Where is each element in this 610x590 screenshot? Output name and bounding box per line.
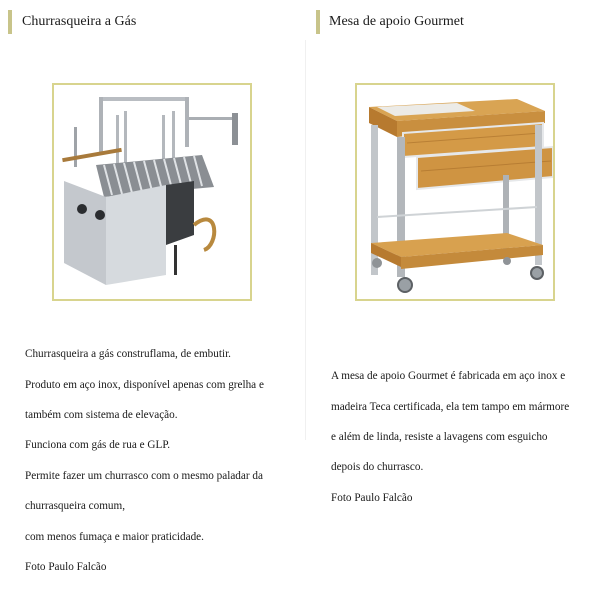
grill-desc-line: churrasqueira comum,: [25, 500, 126, 513]
cart-desc-line: A mesa de apoio Gourmet é fabricada em aço inox e: [331, 370, 566, 383]
cart-title: Mesa de apoio Gourmet: [329, 14, 464, 29]
heading-accent-bar: [8, 10, 12, 34]
serving-cart-photo: [357, 85, 553, 299]
cart-desc-line: madeira Teca certificada, ela tem tampo em mármore: [331, 400, 570, 413]
grill-photo-frame: [52, 83, 252, 301]
grill-description: [25, 332, 305, 590]
heading-accent-bar: [316, 10, 320, 34]
grill-title: Churrasqueira a Gás: [22, 14, 137, 29]
grill-desc-line: com menos fumaça e maior praticidade.: [25, 530, 204, 543]
grill-desc-line: também com sistema de elevação.: [25, 409, 178, 422]
grill-desc-line: Funciona com gás de rua e GLP.: [25, 439, 171, 452]
cart-section: [305, 0, 610, 504]
cart-photo-frame: [355, 83, 555, 301]
grill-desc-line: Produto em aço inox, disponível apenas com grelha e: [25, 378, 264, 391]
grill-desc-line: Churrasqueira a gás construflama, de embutir.: [25, 348, 231, 361]
cart-description: [331, 354, 606, 521]
cart-desc-line: Foto Paulo Falcão: [331, 491, 413, 504]
grill-desc-line: Foto Paulo Falcão: [25, 561, 107, 574]
cart-desc-line: depois do churrasco.: [331, 461, 424, 474]
cart-desc-line: e além de linda, resiste a lavagens com esguicho: [331, 431, 548, 444]
grill-section: [0, 0, 305, 574]
grill-desc-line: Permite fazer um churrasco com o mesmo paladar da: [25, 469, 263, 482]
gas-grill-photo: [54, 85, 250, 299]
